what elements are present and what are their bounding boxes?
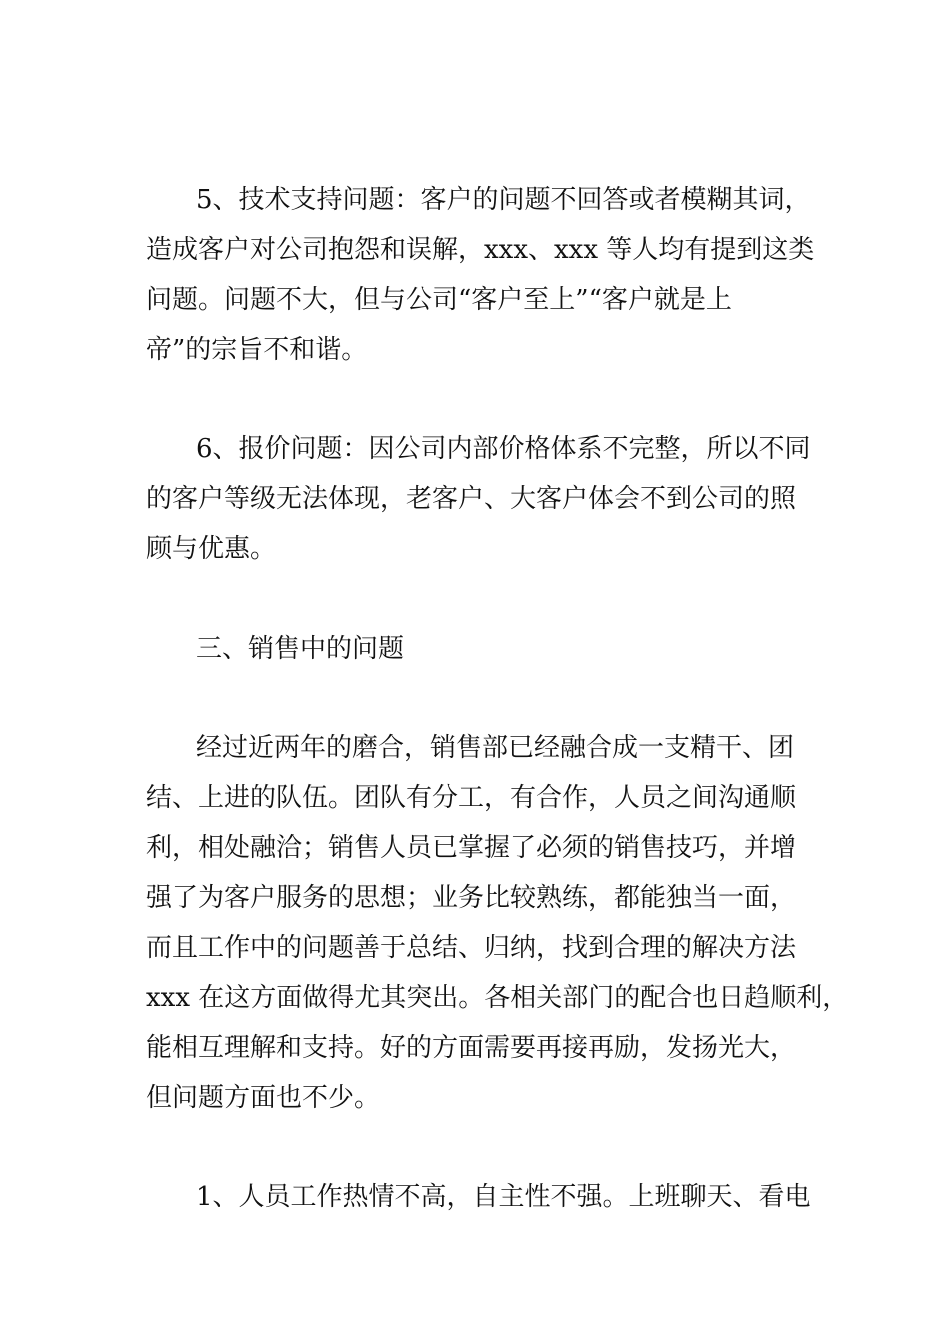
paragraph-line: 利，相处融洽；销售人员已掌握了必须的销售技巧，并增 (146, 833, 797, 863)
paragraph-line: 帝”的宗旨不和谐。 (146, 335, 368, 365)
paragraph-line: 的客户等级无法体现，老客户、大客户体会不到公司的照 (146, 484, 797, 514)
paragraph-line: 5、技术支持问题：客户的问题不回答或者模糊其词， (196, 185, 811, 215)
paragraph-line: 结、上进的队伍。团队有分工，有合作，人员之间沟通顺 (146, 783, 797, 813)
section-heading: 三、销售中的问题 (196, 634, 405, 664)
paragraph-line: 问题。问题不大，但与公司“客户至上”“客户就是上 (146, 285, 732, 315)
paragraph-line: 但问题方面也不少。 (146, 1083, 381, 1113)
paragraph-line: 能相互理解和支持。好的方面需要再接再励，发扬光大， (146, 1033, 797, 1063)
paragraph-line: 1、人员工作热情不高，自主性不强。上班聊天、看电 (196, 1182, 811, 1212)
paragraph-line: 造成客户对公司抱怨和误解，xxx、xxx 等人均有提到这类 (146, 235, 815, 265)
paragraph-line: 经过近两年的磨合，销售部已经融合成一支精干、团 (196, 733, 795, 763)
paragraph-line: 而且工作中的问题善于总结、归纳，找到合理的解决方法 (146, 933, 797, 963)
paragraph-line: xxx 在这方面做得尤其突出。各相关部门的配合也日趋顺利， (146, 983, 849, 1013)
paragraph-line: 顾与优惠。 (146, 534, 277, 564)
paragraph-line: 6、报价问题：因公司内部价格体系不完整，所以不同 (196, 434, 811, 464)
paragraph-line: 强了为客户服务的思想；业务比较熟练，都能独当一面， (146, 883, 797, 913)
